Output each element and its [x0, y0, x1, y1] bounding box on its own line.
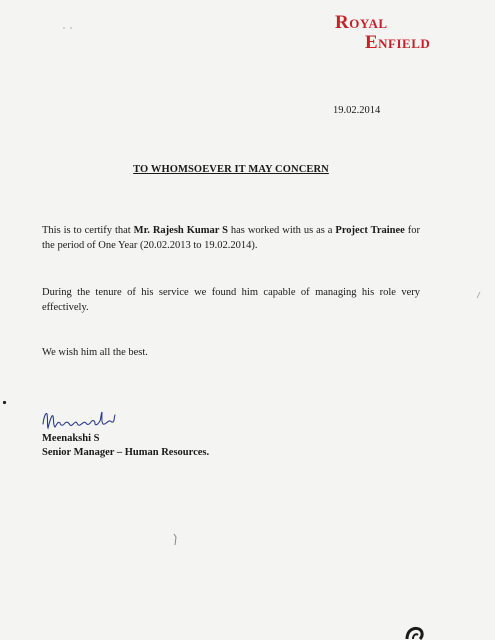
scan-speck: [62, 26, 74, 30]
p1-text-a: This is to certify that: [42, 225, 134, 236]
royal-enfield-logo: [333, 12, 461, 58]
p1-text-b: has worked with us as a: [227, 225, 336, 236]
letter-date: 19.02.2014: [333, 105, 381, 116]
logo-line-royal: Royal: [335, 12, 388, 33]
employee-role: Project Trainee: [335, 225, 405, 236]
scan-speck: [172, 533, 178, 547]
performance-paragraph: During the tenure of his service we found him capable of managing his role very effectively.: [42, 287, 420, 313]
closing-paragraph: We wish him all the best.: [42, 347, 148, 358]
scan-speck: [2, 400, 7, 405]
corner-mark-icon: [404, 624, 426, 640]
scan-speck: [476, 291, 482, 299]
employee-name: Mr. Rajesh Kumar S: [133, 225, 228, 236]
p1-text-c: for the period of One Year (20.02.2013 to 19.02.2014).: [42, 225, 421, 251]
letter-subject: TO WHOMSOEVER IT MAY CONCERN: [133, 164, 329, 175]
signer-title: Senior Manager – Human Resources.: [42, 447, 210, 458]
logo-line-enfield: Enfield: [365, 32, 431, 53]
signer-name: Meenakshi S: [42, 433, 100, 444]
handwritten-signature: [40, 408, 118, 434]
certification-paragraph: [42, 223, 420, 253]
